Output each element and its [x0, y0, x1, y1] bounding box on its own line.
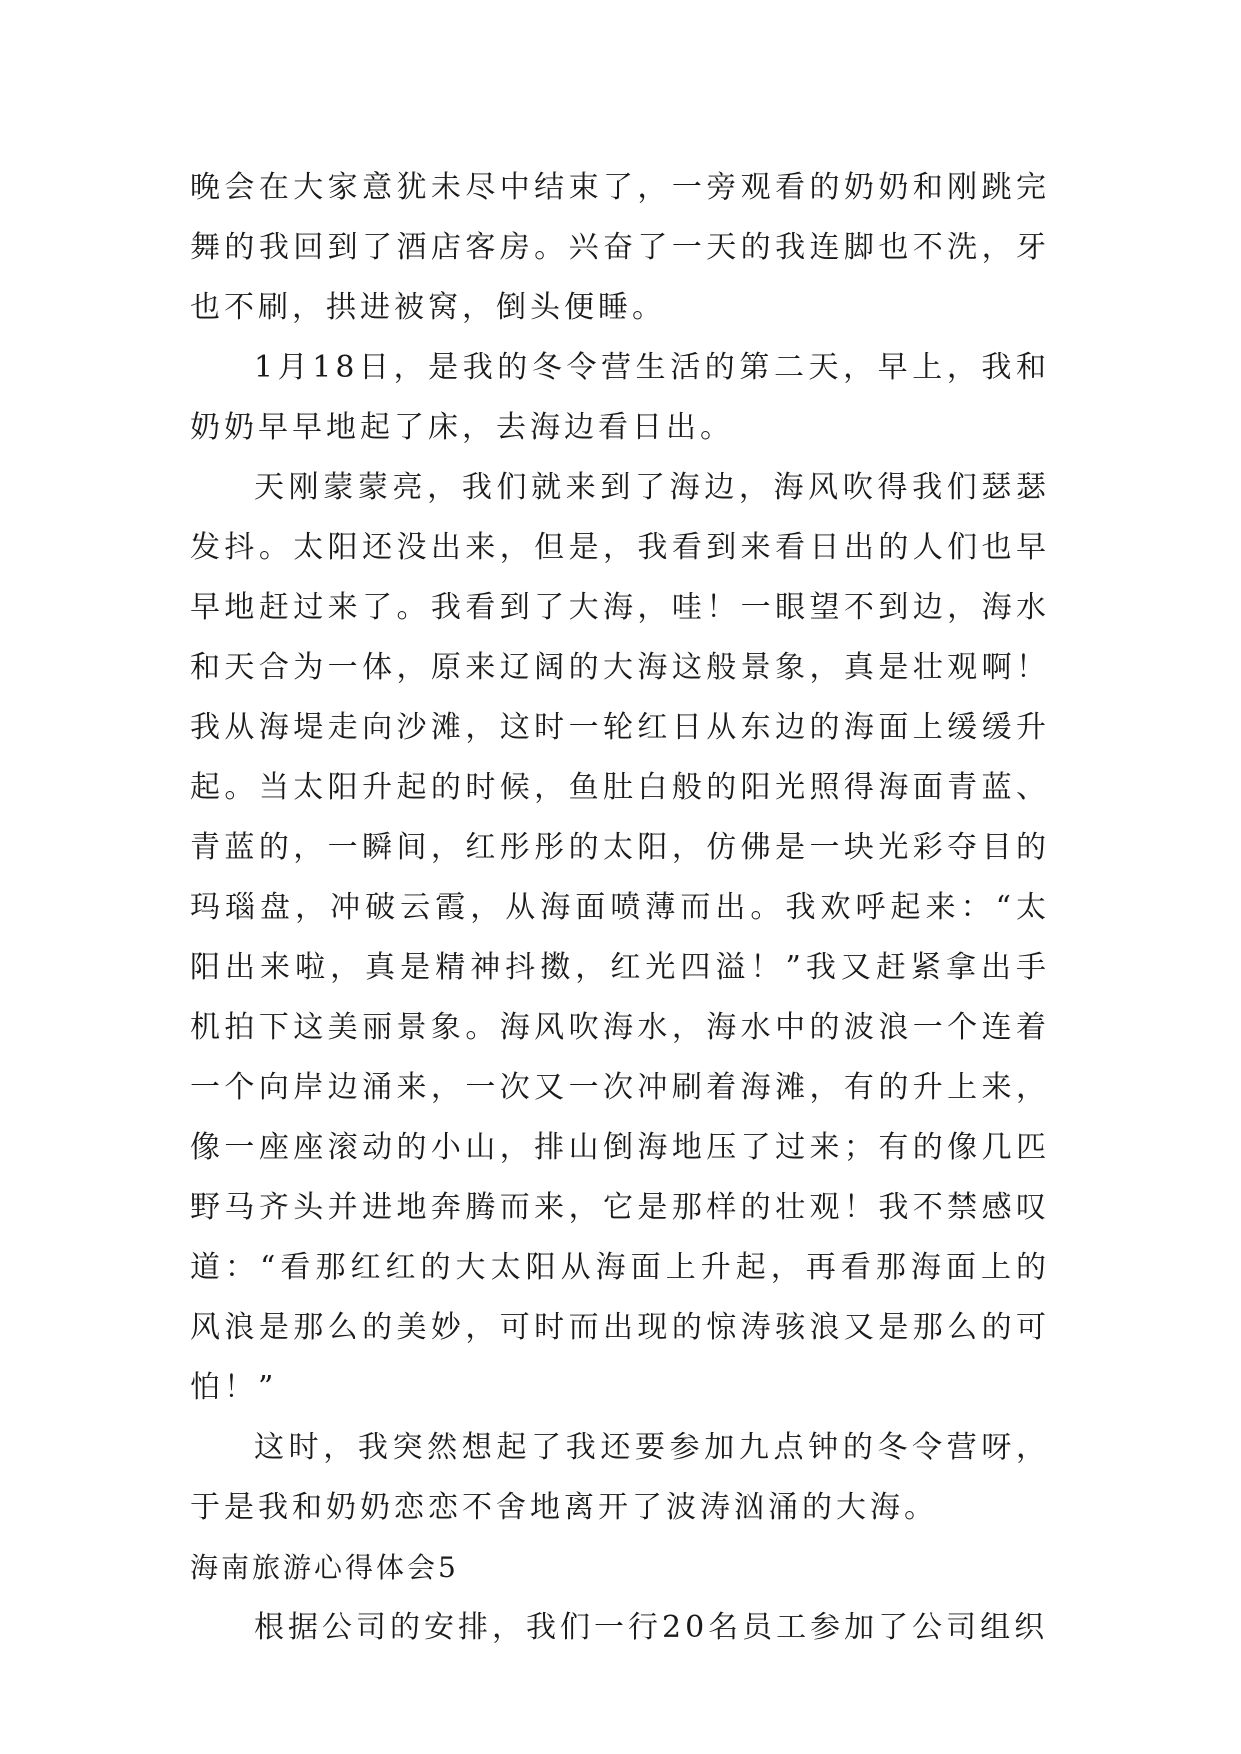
- paragraph-evening-party: 晚会在大家意犹未尽中结束了，一旁观看的奶奶和刚跳完舞的我回到了酒店客房。兴奋了一天的我连脚也不洗，牙也不刷，拱进被窝，倒头便睡。: [190, 170, 1050, 325]
- document-body: [190, 158, 1050, 1658]
- paragraph-company-trip: 根据公司的安排，我们一行20名员工参加了公司组织: [254, 1610, 1049, 1645]
- paragraph-sunrise: 天刚蒙蒙亮，我们就来到了海边，海风吹得我们瑟瑟发抖。太阳还没出来，但是，我看到来看日出的人们也早早地赶过来了。我看到了大海，哇！一眼望不到边，海水和天合为一体，原来辽阔的大海这般景象，真是壮观啊！我从海堤走向沙滩，这时一轮红日从东边的海面上缓缓升起。当太阳升起的时候，鱼肚白般的阳光照得海面青蓝、青蓝的，一瞬间，红彤彤的太阳，仿佛是一块光彩夺目的玛瑙盘，冲破云霞，从海面喷薄而出。我欢呼起来：“太阳出来啦，真是精神抖擞，红光四溢！”我又赶紧拿出手机拍下这美丽景象。海风吹海水，海水中的波浪一个连着一个向岸边涌来，一次又一次冲刷着海滩，有的升上来，像一座座滚动的小山，排山倒海地压了过来；有的像几匹野马齐头并进地奔腾而来，它是那样的壮观！我不禁感叹道：“看那红红的大太阳从海面上升起，再看那海面上的风浪是那么的美妙，可时而出现的惊涛骇浪又是那么的可怕！”: [190, 470, 1050, 1405]
- paragraph-leaving: 这时，我突然想起了我还要参加九点钟的冬令营呀，于是我和奶奶恋恋不舍地离开了波涛汹涌的大海。: [190, 1430, 1050, 1525]
- section-heading: 海南旅游心得体会5: [190, 1551, 459, 1584]
- paragraph-day-two: 1月18日，是我的冬令营生活的第二天，早上，我和奶奶早早地起了床，去海边看日出。: [190, 350, 1050, 445]
